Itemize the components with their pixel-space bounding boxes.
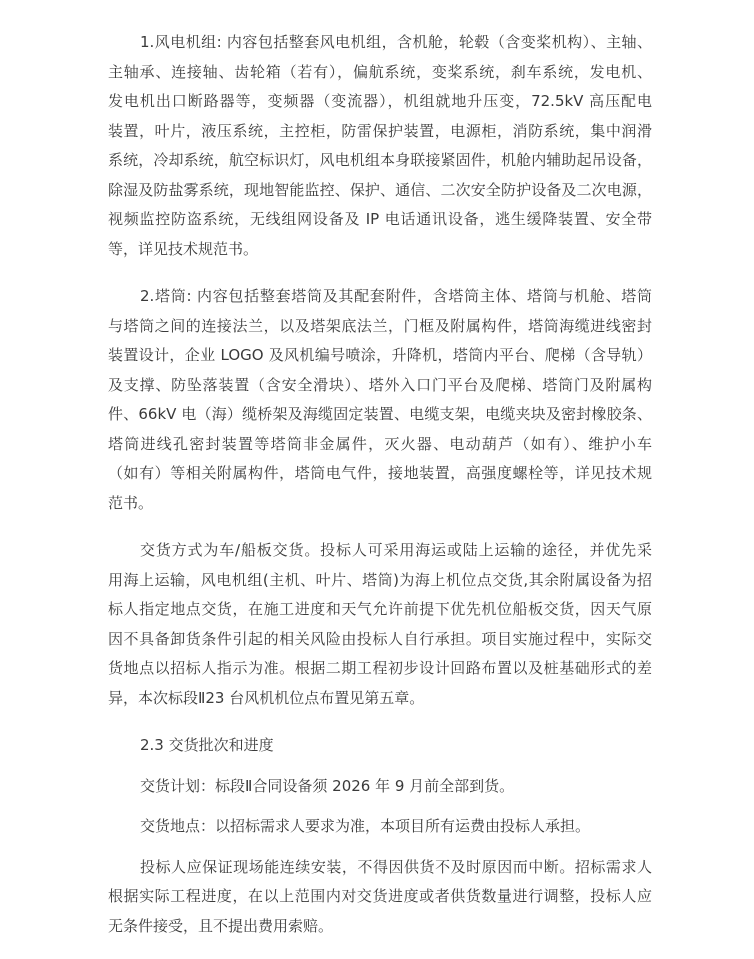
text-line: 及支撑、防坠落装置（含安全滑块）、塔外入口门平台及爬梯、塔筒门及附属构 (108, 375, 652, 394)
paragraph-tower (108, 282, 652, 518)
text-line: 与塔筒之间的连接法兰，以及塔架底法兰，门框及附属构件，塔筒海缆进线密封 (108, 316, 652, 335)
text-line: 装置，叶片，液压系统，主控柜，防雷保护装置，电源柜，消防系统，集中润滑 (108, 121, 652, 140)
text-line: 异，本次标段Ⅱ23 台风机机位点布置见第五章。 (108, 688, 425, 707)
text-line: （如有）等相关附属构件，塔筒电气件，接地装置，高强度螺栓等，详见技术规 (108, 464, 652, 482)
text-line: 系统，冷却系统，航空标识灯，风电机组本身联接紧固件，机舱内辅助起吊设备， (108, 151, 652, 169)
paragraph-delivery-method (108, 536, 652, 713)
text-line: 1.风电机组: 内容包括整套风电机组，含机舱，轮毂（含变桨机构）、主轴、 (140, 33, 652, 51)
delivery-plan: 交货计划：标段Ⅱ合同设备须 2026 年 9 月前全部到货。 (140, 776, 515, 795)
text-line: 装置设计，企业 LOGO 及风机编号喷涂，升降机，塔筒内平台、爬梯（含导轨） (108, 346, 652, 364)
text-line: 交货方式为车/船板交货。投标人可采用海运或陆上运输的途径，并优先采 (140, 541, 652, 559)
text-line: 投标人应保证现场能连续安装，不得因供货不及时原因而中断。招标需求人 (140, 857, 652, 876)
text-line: 货地点以招标人指示为准。根据二期工程初步设计回路布置以及桩基础形式的差 (108, 659, 652, 677)
text-line: 用海上运输，风电机组(主机、叶片、塔筒)为海上机位点交货,其余附属设备为招 (108, 570, 652, 589)
text-line: 根据实际工程进度，在以上范围内对交货进度或者供货数量进行调整，投标人应 (108, 887, 652, 905)
text-line: 除湿及防盐雾系统，现地智能监控、保护、通信、二次安全防护设备及二次电源， (108, 180, 652, 199)
text-line: 等，详见技术规范书。 (108, 239, 259, 258)
text-line: 因不具备卸货条件引起的相关风险由投标人自行承担。项目实施过程中，实际交 (108, 629, 652, 648)
text-line: 标人指定地点交货，在施工进度和天气允许前提下优先机位船板交货，因天气原 (108, 600, 652, 618)
text-line: 无条件接受，且不提出费用索赔。 (108, 916, 334, 935)
paragraph-wind-turbine (108, 28, 652, 264)
text-line: 塔筒进线孔密封装置等塔筒非金属件，灭火器、电动葫芦（如有）、维护小车 (108, 434, 652, 453)
text-line: 2.塔筒: 内容包括整套塔筒及其配套附件，含塔筒主体、塔筒与机舱、塔筒 (140, 287, 652, 305)
delivery-location: 交货地点：以招标需求人要求为准，本项目所有运费由投标人承担。 (140, 817, 591, 835)
text-line: 件、66kV 电（海）缆桥架及海缆固定装置、电缆支架，电缆夹块及密封橡胶条、 (108, 405, 652, 423)
text-line: 范书。 (108, 493, 154, 512)
section-heading: 2.3 交货批次和进度 (140, 736, 274, 754)
paragraph-continuity (108, 853, 652, 942)
document-body (108, 28, 652, 959)
text-line: 视频监控防盗系统，无线组网设备及 IP 电话通讯设备，逃生缓降装置、安全带 (108, 210, 652, 228)
text-line: 发电机出口断路器等，变频器（变流器），机组就地升压变，72.5kV 高压配电 (108, 92, 652, 110)
text-line: 主轴承、连接轴、齿轮箱（若有），偏航系统，变桨系统，刹车系统，发电机、 (108, 62, 652, 81)
